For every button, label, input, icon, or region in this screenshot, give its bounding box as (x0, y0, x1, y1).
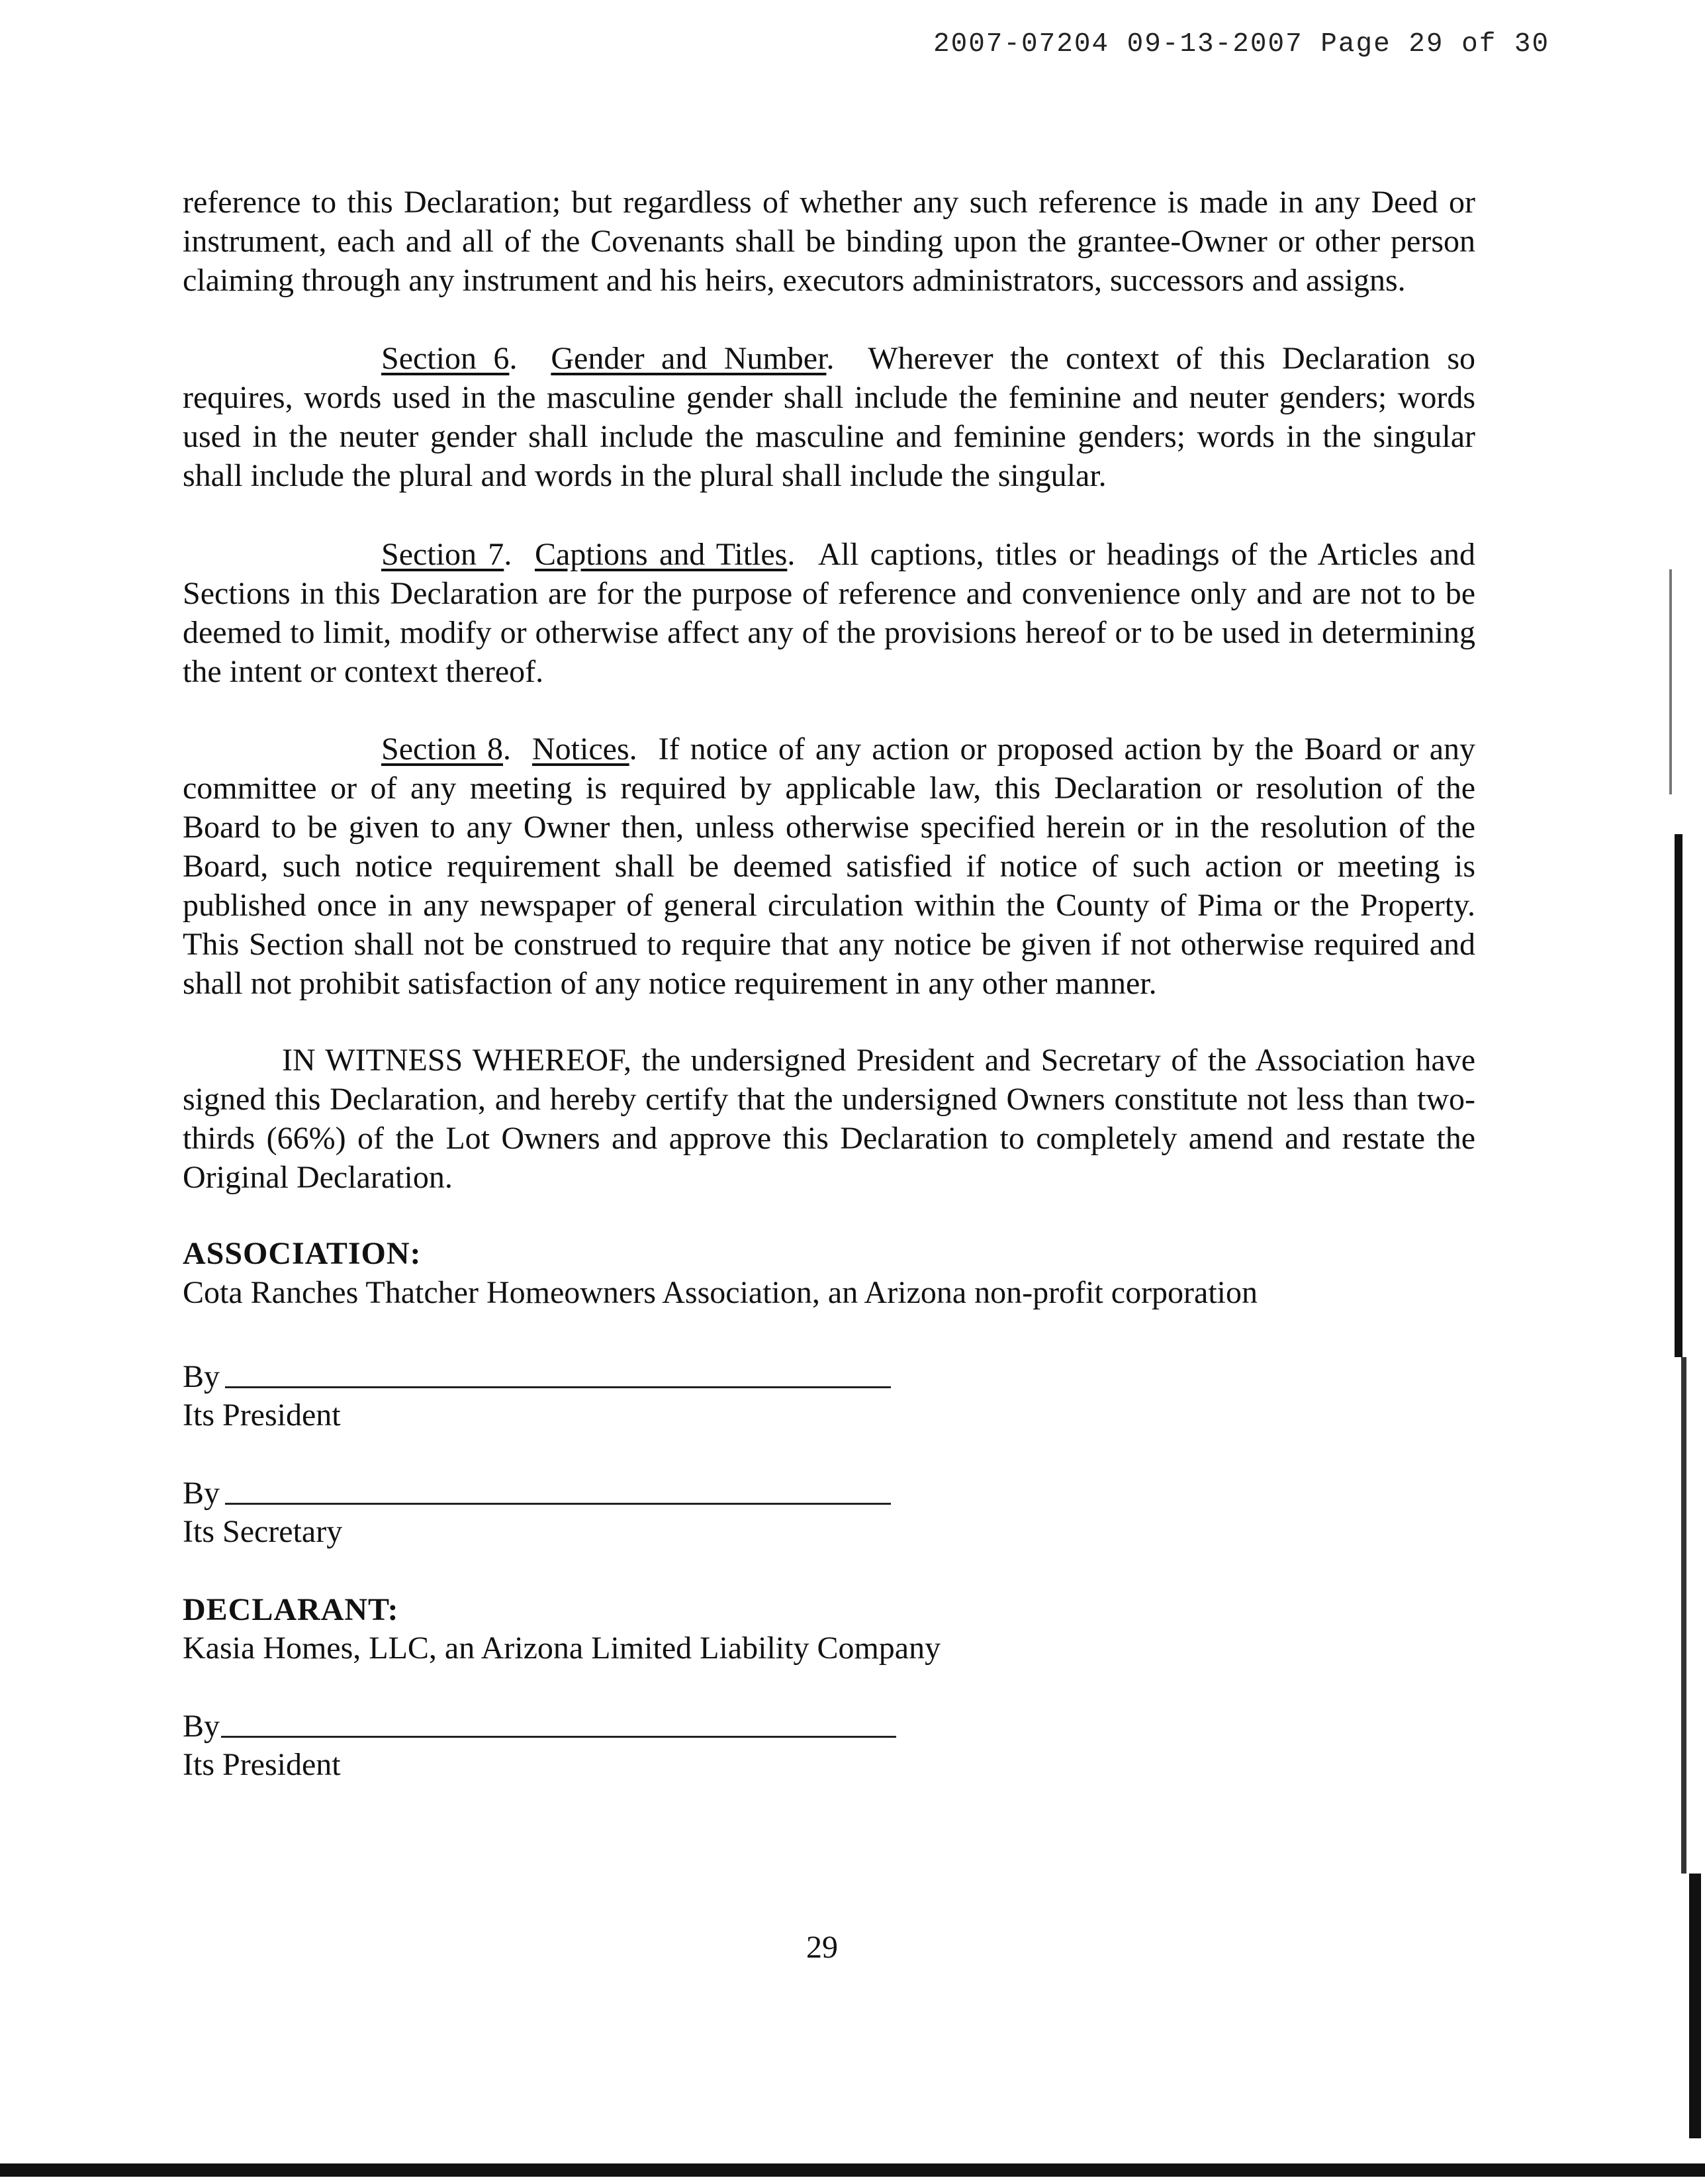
page-number: 29 (806, 1930, 838, 1965)
section-8-text: If notice of any action or proposed action by the Board or any committee or of any meeting is required by applicable law, this Declaration or resolution of the Board to be given to any Owner then, unless otherwise specified herein or in the resolution of the Board, such notice requirement shall be deemed satisfied if notice of such action or meeting is published once in any newspaper of general circulation within the County of Pima or the Property. This Section shall not be construed to require that any notice be given if not otherwise required and shall not prohibit satisfaction of any notice requirement in any other manner. (183, 732, 1475, 1001)
association-secretary-by: By (183, 1476, 220, 1511)
section-6-number: Section 6 (381, 341, 510, 376)
association-president-role: Its President (183, 1398, 341, 1433)
association-secretary-signature-line[interactable] (225, 1503, 891, 1505)
section-6-paragraph: Section 6. Gender and Number. Wherever the context of this Declaration so requires, words used in the masculine gender shall include the feminine and neuter genders; words used in the neuter gender shall include the masculine and feminine genders; words in the singular shall include the plural and words in the plural shall include the singular. (183, 341, 1476, 493)
section-7-text: All captions, titles or headings of the Articles and Sections in this Declaration are for the purpose of reference and convenience only and are not to be deemed to limit, modify or otherwise affect any of the provisions hereof or to be used in determining the intent or context thereof. (183, 537, 1476, 689)
witness-paragraph: IN WITNESS WHEREOF, the undersigned President and Secretary of the Association have signed this Declaration, and hereby certify that the undersigned Owners constitute not less than two-thirds (66%) of the Lot Owners and approve this Declaration to completely amend and restate the Original Declaration. (183, 1043, 1475, 1195)
section-8-paragraph: Section 8. Notices. If notice of any action or proposed action by the Board or any committee or of any meeting is required by applicable law, this Declaration or resolution of the Board to be given to any Owner then, unless otherwise specified herein or in the resolution of the Board, such notice requirement shall be deemed satisfied if notice of such action or meeting is published once in any newspaper of general circulation within the County of Pima or the Property. This Section shall not be construed to require that any notice be given if not otherwise required and shall not prohibit satisfaction of any notice requirement in any other manner. (183, 732, 1475, 1001)
section-6-title: Gender and Number (551, 341, 827, 376)
association-secretary-role: Its Secretary (183, 1514, 343, 1549)
scan-edge-thin (1669, 569, 1672, 794)
scan-edge-bar-middle (1681, 1357, 1686, 1874)
association-label: ASSOCIATION: (183, 1236, 422, 1271)
scan-edge-bar-lower (1689, 1874, 1701, 2138)
declarant-president-by: By (183, 1709, 220, 1744)
paragraph-continuation: reference to this Declaration; but regardless of whether any such reference is made in any Deed or instrument, each and all of the Covenants shall be binding upon the grantee-Owner or other person claiming through any instrument and his heirs, executors administrators, successors and assigns. (183, 185, 1475, 298)
scan-bottom-band (0, 2163, 1705, 2177)
section-7-paragraph: Section 7. Captions and Titles. All captions, titles or headings of the Articles and Sections in this Declaration are for the purpose of reference and convenience only and are not to be deemed to limit, modify or otherwise affect any of the provisions hereof or to be used in determining the intent or context thereof. (183, 537, 1476, 689)
recording-stamp: 2007-07204 09-13-2007 Page 29 of 30 (933, 29, 1550, 60)
section-8-title: Notices (532, 732, 629, 767)
declarant-president-role: Its President (183, 1747, 341, 1782)
association-name: Cota Ranches Thatcher Homeowners Association, an Arizona non-profit corporation (183, 1275, 1258, 1310)
association-president-signature-line[interactable] (225, 1386, 891, 1388)
declarant-label: DECLARANT: (183, 1592, 399, 1627)
scan-edge-bar-upper (1675, 834, 1682, 1357)
section-7-number: Section 7 (381, 537, 504, 572)
declarant-president-signature-line[interactable] (221, 1736, 896, 1738)
section-7-title: Captions and Titles (534, 537, 788, 572)
declarant-name: Kasia Homes, LLC, an Arizona Limited Liability Company (183, 1631, 941, 1666)
association-president-by: By (183, 1359, 220, 1394)
section-6-text: Wherever the context of this Declaration so requires, words used in the masculine gender shall include the feminine and neuter genders; words used in the neuter gender shall include the masculine and feminine genders; words in the singular shall include the plural and words in the plural shall include the singular. (183, 341, 1476, 493)
section-8-number: Section 8 (381, 732, 503, 767)
